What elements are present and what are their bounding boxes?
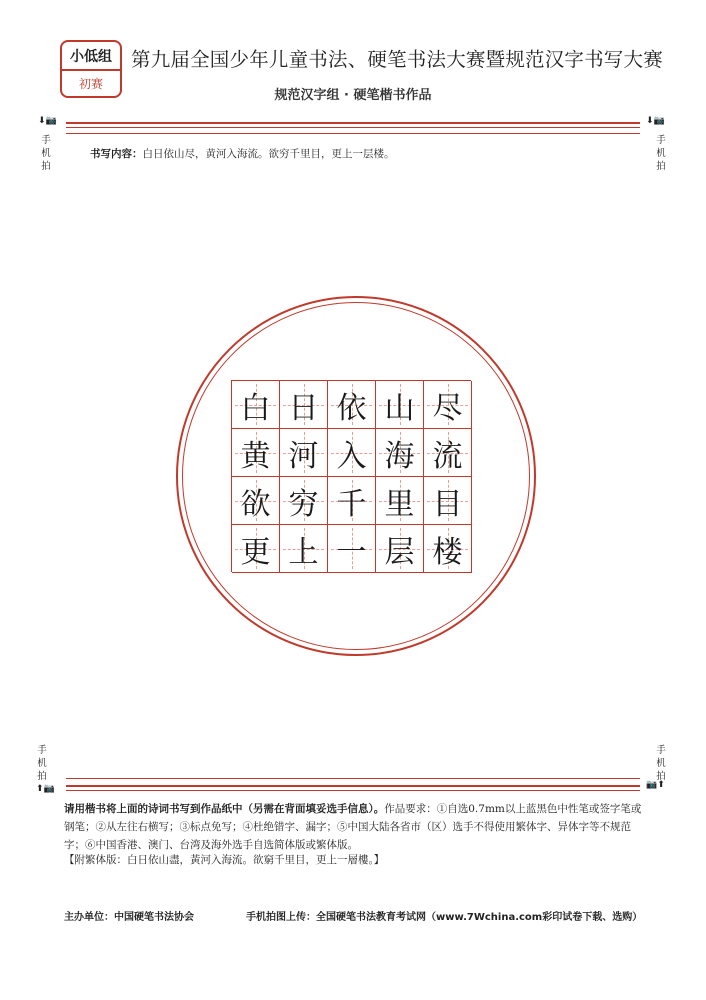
- grid-cell: 日: [280, 381, 328, 429]
- traditional-version: 【附繁体版：白日依山盡，黃河入海流。欲窮千里目，更上一層樓。】: [64, 854, 385, 866]
- top-divider: [66, 122, 640, 128]
- bottom-divider: [66, 785, 640, 791]
- page-subtitle: 规范汉字组 · 硬笔楷书作品: [274, 88, 432, 103]
- upload-info-text: 手机拍图上传：全国硬笔书法教育考试网（www.7Wchina.com彩印试卷下载、选购）: [246, 912, 643, 923]
- grid-cell: 欲: [232, 477, 280, 525]
- grid-cell: 黄: [232, 429, 280, 477]
- badge-group-label: 小低组: [62, 42, 120, 71]
- grid-cell: 入: [328, 429, 376, 477]
- organizer-text: 主办单位：中国硬笔书法协会: [64, 912, 194, 923]
- requirements-body: 作品要求：①自选0.7mm以上蓝黑色中性笔或签字笔或钢笔；②从左往右横写；③标点免写；④杜绝错字、漏字；⑤中国大陆各省市（区）选手不得使用繁体字、异体字等不规范字；⑥中国香港、澳门、台湾及海外选手自选简体版或繁体版。: [64, 803, 642, 851]
- grid-cell: 尽: [424, 381, 472, 429]
- camera-download-icon-left: ⬇📷: [38, 116, 57, 126]
- grid-cell: 依: [328, 381, 376, 429]
- requirements-intro: 请用楷书将上面的诗词书写到作品纸中（另需在背面填妥选手信息）。: [64, 803, 385, 815]
- camera-download-icon-right: ⬇📷: [646, 116, 665, 126]
- grid-cell: 一: [328, 525, 376, 573]
- grid-cell: 层: [376, 525, 424, 573]
- writing-content: [90, 146, 395, 161]
- camera-upload-icon-right: 📷⬆: [646, 780, 665, 790]
- grid-cell: 流: [424, 429, 472, 477]
- grid-cell: 目: [424, 477, 472, 525]
- side-label-left-bottom: 手 机 拍: [37, 745, 47, 782]
- calligraphy-grid: [231, 380, 471, 572]
- top-divider-thin: [66, 133, 640, 134]
- page-title: 第九届全国少年儿童书法、硬笔书法大赛暨规范汉字书写大赛: [131, 48, 663, 71]
- grid-cell: 里: [376, 477, 424, 525]
- grid-cell: 穷: [280, 477, 328, 525]
- side-label-left-top: 手 机 拍: [41, 135, 51, 172]
- bottom-divider-thin: [66, 778, 640, 779]
- grid-cell: 更: [232, 525, 280, 573]
- requirements-text: [64, 800, 642, 854]
- writing-content-label: 书写内容：: [90, 148, 143, 160]
- grid-cell: 海: [376, 429, 424, 477]
- writing-content-text: 白日依山尽，黄河入海流。欲穷千里目，更上一层楼。: [142, 148, 395, 160]
- badge-round-label: 初赛: [78, 77, 103, 91]
- side-label-right-top: 手 机 拍: [656, 135, 666, 172]
- grid-cell: 上: [280, 525, 328, 573]
- grid-cell: 山: [376, 381, 424, 429]
- side-label-right-bottom: 手 机 拍: [656, 745, 666, 782]
- grid-cell: 千: [328, 477, 376, 525]
- grid-cell: 楼: [424, 525, 472, 573]
- camera-upload-icon-left: ⬆📷: [36, 784, 55, 794]
- grid-cell: 白: [232, 381, 280, 429]
- grid-cell: 河: [280, 429, 328, 477]
